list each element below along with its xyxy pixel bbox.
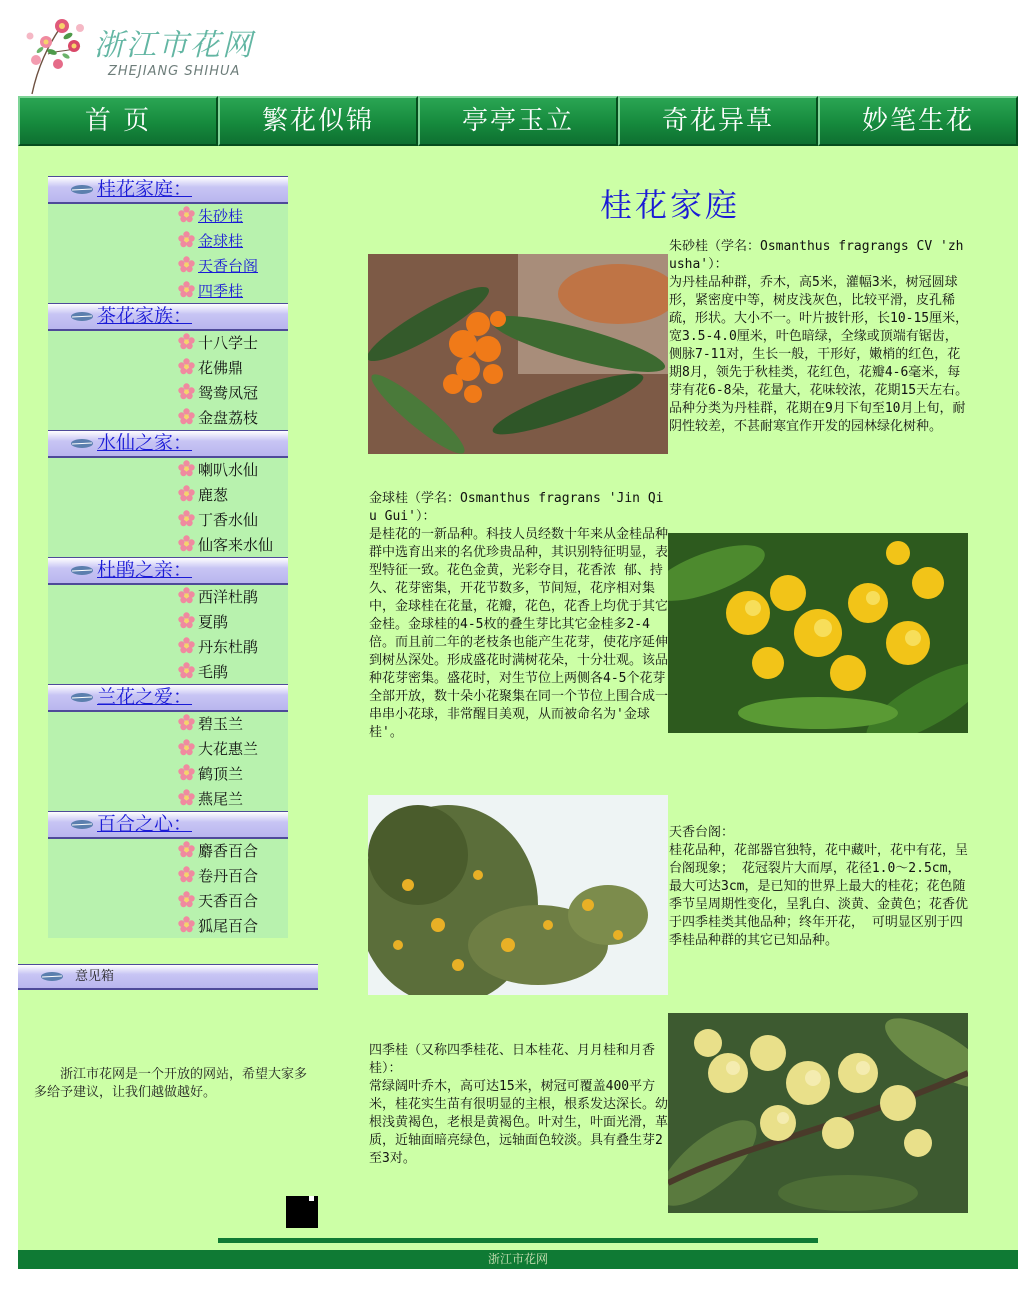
sidebar-sub-item[interactable] [178, 864, 258, 888]
category-header[interactable] [48, 684, 288, 712]
black-widget [286, 1196, 318, 1228]
sidebar-sub-item[interactable] [178, 254, 258, 278]
flower-bullet-icon [178, 383, 195, 400]
sidebar-sub-item[interactable] [178, 229, 243, 253]
category-title[interactable]: 百合之心： [97, 813, 193, 835]
sub-item-label[interactable]: 鹤顶兰 [198, 765, 244, 783]
flower-bullet-icon [178, 866, 195, 883]
flower-bullet-icon [178, 510, 195, 527]
nav-home[interactable]: 首 页 [18, 96, 218, 146]
section-name: 四季桂（又称四季桂花、日本桂花、月月桂和月香桂）： [369, 1043, 656, 1076]
desc-tianxiangtaige [669, 824, 969, 950]
photo-zhushagui [368, 254, 668, 454]
sub-item-label[interactable]: 西洋杜鹃 [198, 588, 259, 606]
feedback-header[interactable] [18, 964, 318, 990]
sidebar-sub-item[interactable] [178, 406, 258, 430]
category-title[interactable]: 桂花家庭： [97, 178, 193, 200]
section-text: 桂花品种，花部器官独特，花中藏叶，花中有花，呈台阁现象； 花冠裂片大而厚，花径1.0～2.5cm，最大可达3cm，是已知的世界上最大的桂花；花色随季节呈周期性变化，呈乳白、淡黄、金黄色；花香优于四季桂类其他品种；终年开花， 可明显区别于四季桂品种群的其它已知品种。 [669, 843, 969, 948]
sub-item-label[interactable]: 喇叭水仙 [198, 461, 259, 479]
leaf-icon [70, 438, 94, 449]
sub-item-label[interactable]: 天香台阁 [198, 257, 259, 275]
sub-item-label[interactable]: 仙客来水仙 [198, 536, 274, 554]
desc-zhushagui [669, 238, 969, 436]
sub-item-label[interactable]: 丹东杜鹃 [198, 638, 259, 656]
feedback-title: 意见箱 [75, 969, 115, 984]
sidebar-sub-item[interactable] [178, 762, 243, 786]
category-title[interactable]: 杜鹃之亲： [97, 559, 193, 581]
sidebar-sub-item[interactable] [178, 356, 243, 380]
category-header[interactable] [48, 557, 288, 585]
sub-item-label[interactable]: 夏鹃 [198, 613, 229, 631]
flower-bullet-icon [178, 764, 195, 781]
site-intro: 浙江市花网是一个开放的网站，希望大家多多给予建议，让我们越做越好。 [34, 1067, 308, 1100]
sub-item-label[interactable]: 狐尾百合 [198, 917, 259, 935]
sub-item-label[interactable]: 毛鹃 [198, 663, 229, 681]
sub-item-label[interactable]: 麝香百合 [198, 842, 259, 860]
nav-tingting-yuli[interactable]: 亭亭玉立 [418, 96, 618, 146]
flower-bullet-icon [178, 408, 195, 425]
sidebar-sub-item[interactable] [178, 279, 243, 303]
main-nav [18, 96, 1018, 146]
sidebar-sub-item[interactable] [178, 204, 243, 228]
flower-bullet-icon [178, 485, 195, 502]
page-title: 桂花家庭 [599, 186, 740, 224]
sidebar-sub-item[interactable] [178, 787, 243, 811]
flower-bullet-icon [178, 739, 195, 756]
leaf-icon [70, 311, 94, 322]
sidebar-sub-item[interactable] [178, 737, 258, 761]
category-header[interactable] [48, 430, 288, 458]
flower-bullet-icon [178, 612, 195, 629]
flower-bullet-icon [178, 206, 195, 223]
sub-item-label[interactable]: 燕尾兰 [198, 790, 244, 808]
section-name: 天香台阁： [669, 825, 735, 840]
site-logo[interactable] [18, 6, 258, 96]
desc-jinqiugui [369, 490, 669, 742]
section-name: 金球桂（学名：Osmanthus fragrans 'Jin Qiu Gui'）： [369, 491, 664, 524]
flower-bullet-icon [178, 535, 195, 552]
sidebar-sub-item[interactable] [178, 585, 258, 609]
sub-item-label[interactable]: 鸳鸯凤冠 [198, 384, 259, 402]
category-header[interactable] [48, 303, 288, 331]
section-name: 朱砂桂（学名：Osmanthus fragrangs CV 'zhusha'）： [669, 239, 964, 272]
sub-item-label[interactable]: 大花惠兰 [198, 740, 259, 758]
section-text: 是桂花的一新品种。科技人员经数十年来从金桂品种群中选育出来的名优珍贵品种，其识别特征明显，表型特征一致。花色金黄，光彩夺目，花香浓 郁、持久、花芽密集，开花节数多，节间短，花序相对集中，金球桂在花量，花瓣，花色，花香上均优于其它金桂。金球桂的4-5枚的叠生芽比其它金桂多2-4倍。而且前二年的老枝条也能产生花芽，使花序延伸到树丛深处。形成盛花时满树花朵，十分壮观。该品种花芽密集。盛花时，对生节位上两侧各4-5个花芽全部开放，数十朵小花聚集在同一个节位上围合成一串串小花球，非常醒目美观，从而被命名为'金球桂'。 [369, 527, 669, 740]
sub-item-label[interactable]: 碧玉兰 [198, 715, 244, 733]
leaf-icon [70, 565, 94, 576]
nav-fanhua-sijin[interactable]: 繁花似锦 [218, 96, 418, 146]
category-title[interactable]: 兰花之爱： [97, 686, 193, 708]
sidebar-sub-item[interactable] [178, 381, 258, 405]
photo-tianxiangtaige [368, 795, 668, 995]
category-header[interactable] [48, 811, 288, 839]
sidebar [48, 176, 288, 938]
flower-bullet-icon [178, 637, 195, 654]
flower-bullet-icon [178, 256, 195, 273]
sidebar-sub-item[interactable] [178, 483, 228, 507]
flower-bullet-icon [178, 841, 195, 858]
sub-item-label[interactable]: 金盘荔枝 [198, 409, 259, 427]
leaf-icon [40, 971, 64, 982]
photo-sijigui [668, 1013, 968, 1213]
sidebar-sub-item[interactable] [178, 914, 258, 938]
leaf-icon [70, 184, 94, 195]
flower-bullet-icon [178, 333, 195, 350]
flower-bullet-icon [178, 231, 195, 248]
flower-logo-icon [18, 6, 94, 96]
category-title[interactable]: 茶花家族： [97, 305, 193, 327]
category-header[interactable] [48, 176, 288, 204]
sub-item-label[interactable]: 四季桂 [198, 282, 244, 300]
photo-jinqiugui [668, 533, 968, 733]
flower-bullet-icon [178, 358, 195, 375]
flower-bullet-icon [178, 460, 195, 477]
flower-bullet-icon [178, 662, 195, 679]
sidebar-sub-item[interactable] [178, 458, 258, 482]
sub-item-label[interactable]: 天香百合 [198, 892, 259, 910]
section-text: 为丹桂品种群，乔木，高5米，灌幅3米，树冠圆球形，紧密度中等，树皮浅灰色，比较平滑，皮孔稀疏，形状。大小不一。叶片披针形，长10-15厘米，宽3.5-4.0厘米，叶色暗绿，全缘或顶端有锯齿，侧脉7-11对，生长一般，干形好，嫩梢的红色，花期8月，领先于秋桂类，花红色，花瓣4-6毫米，每芽有花6-8朵，花量大，花味较浓，花期15天左右。 品种分类为丹桂群，花期在9月下旬至10月上旬，耐阴性较差，不甚耐寒宜作开发的园林绿化树种。 [669, 275, 969, 434]
sub-item-label[interactable]: 朱砂桂 [198, 207, 244, 225]
sidebar-sub-item[interactable] [178, 889, 258, 913]
sub-item-label[interactable]: 丁香水仙 [198, 511, 259, 529]
section-text: 常绿阔叶乔木，高可达15米，树冠可覆盖400平方米，桂花实生苗有很明显的主根，根系发达深长。幼根浅黄褐色，老根是黄褐色。叶对生，叶面光滑，革质，近轴面暗亮绿色，远轴面色较淡。具有叠生芽2至3对。 [369, 1079, 669, 1166]
flower-bullet-icon [178, 281, 195, 298]
sub-item-label[interactable]: 金球桂 [198, 232, 244, 250]
sidebar-sub-item[interactable] [178, 712, 243, 736]
sidebar-sub-item[interactable] [178, 508, 258, 532]
flower-bullet-icon [178, 587, 195, 604]
sidebar-sub-item[interactable] [178, 635, 258, 659]
sidebar-sub-item[interactable] [178, 533, 273, 557]
sub-item-label[interactable]: 鹿葱 [198, 486, 229, 504]
site-subtitle: ZHEJIANG SHIHUA [108, 64, 241, 79]
sub-item-label[interactable]: 十八学士 [198, 334, 259, 352]
sidebar-sub-item[interactable] [178, 331, 258, 355]
footer: 浙江市花网 [18, 1250, 1018, 1269]
sub-item-label[interactable]: 花佛鼎 [198, 359, 244, 377]
sidebar-sub-item[interactable] [178, 839, 258, 863]
nav-miaobi-shenghua[interactable]: 妙笔生花 [818, 96, 1018, 146]
leaf-icon [70, 692, 94, 703]
leaf-icon [70, 819, 94, 830]
desc-sijigui [369, 1042, 669, 1168]
footer-divider [218, 1238, 818, 1243]
category-title[interactable]: 水仙之家： [97, 432, 193, 454]
nav-qihua-yicao[interactable]: 奇花异草 [618, 96, 818, 146]
sub-item-label[interactable]: 卷丹百合 [198, 867, 259, 885]
sidebar-sub-item[interactable] [178, 660, 228, 684]
sidebar-sub-item[interactable] [178, 610, 228, 634]
flower-bullet-icon [178, 789, 195, 806]
site-title: 浙江市花网 [94, 28, 254, 63]
flower-bullet-icon [178, 916, 195, 933]
flower-bullet-icon [178, 891, 195, 908]
flower-bullet-icon [178, 714, 195, 731]
